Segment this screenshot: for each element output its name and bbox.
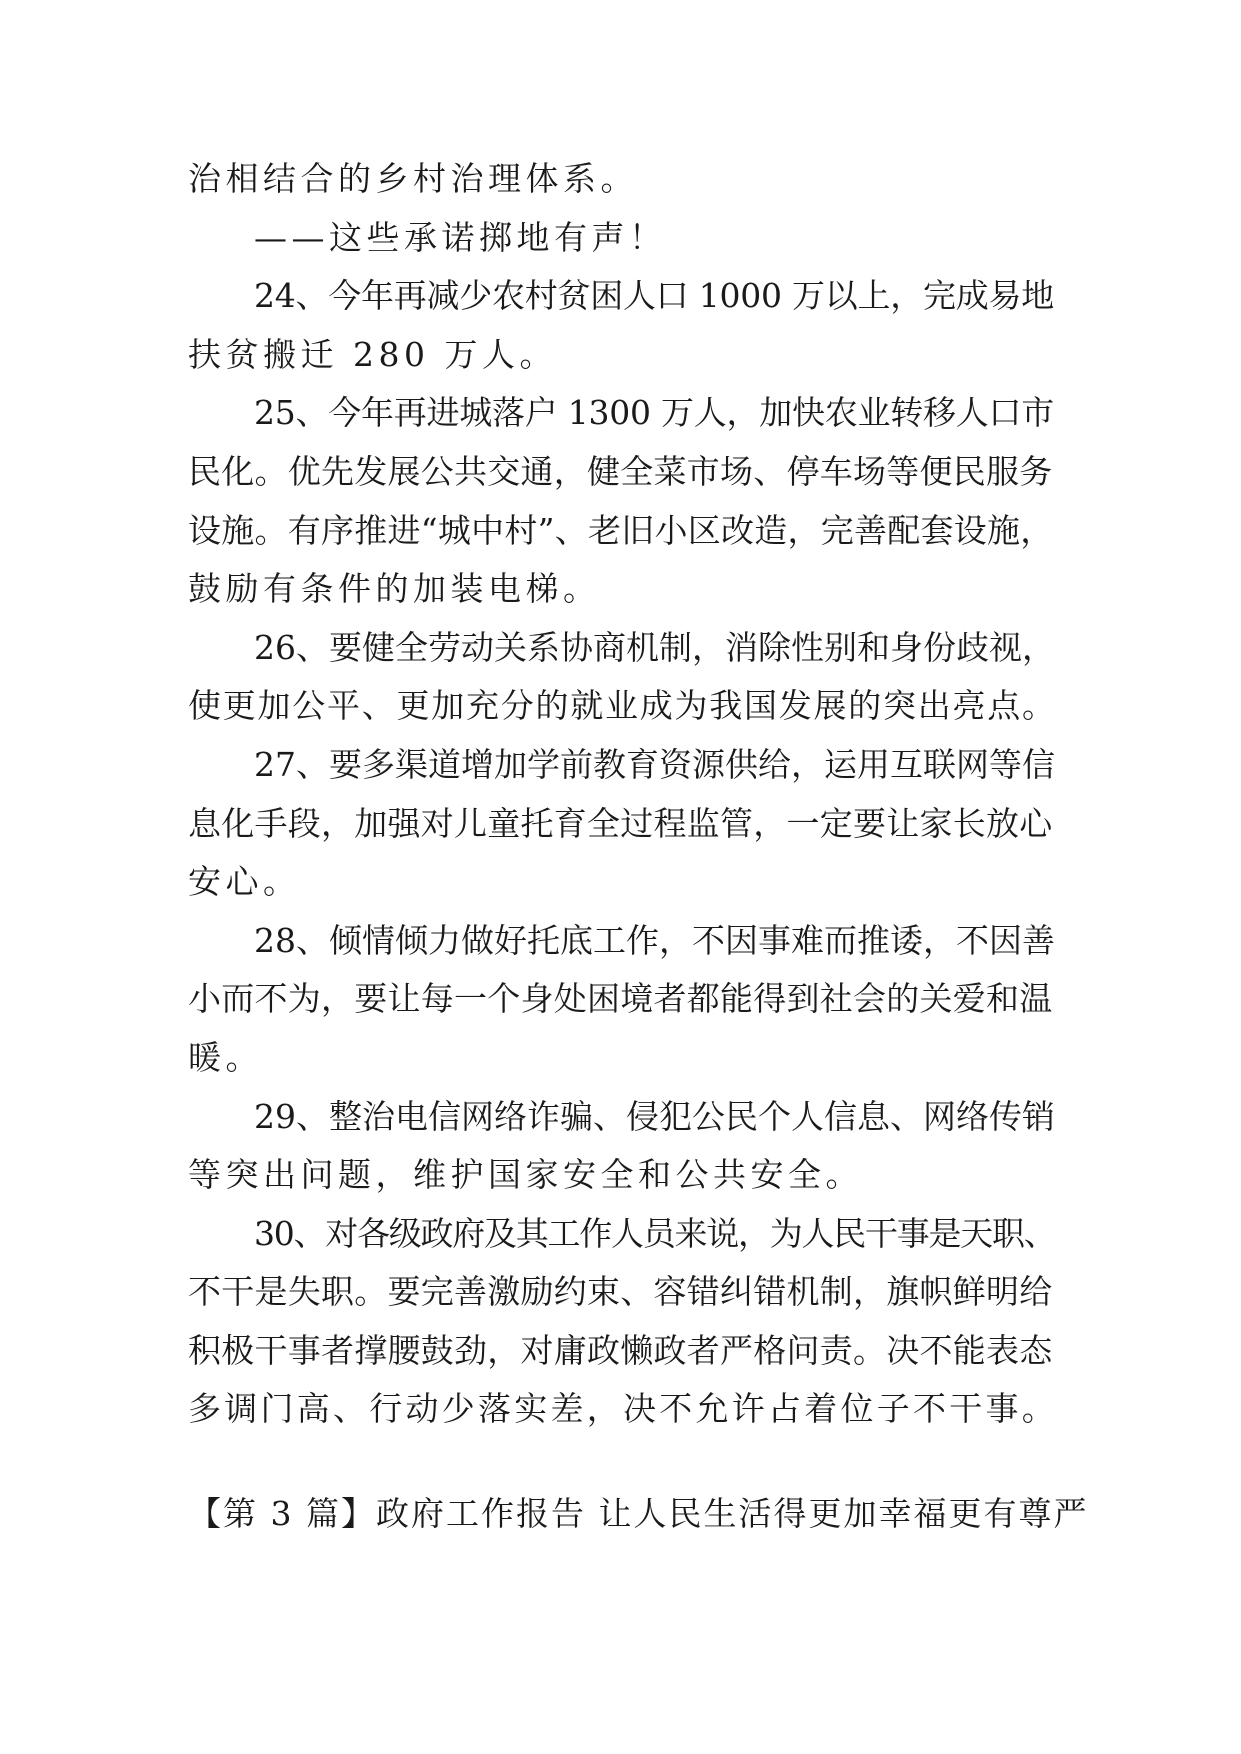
text-line: 不干是失职。要完善激励约束、容错纠错机制，旗帜鲜明给 xyxy=(188,1272,1053,1312)
text-line: 29、整治电信网络诈骗、侵犯公民个人信息、网络传销 xyxy=(254,1096,1055,1136)
text-line: 24、今年再减少农村贫困人口 1000 万以上，完成易地 xyxy=(254,276,1054,316)
text-line: 26、要健全劳动关系协商机制，消除性别和身份歧视， xyxy=(254,627,1055,667)
text-line: 民化。优先发展公共交通，健全菜市场、停车场等便民服务 xyxy=(188,451,1053,491)
text-line: 安心。 xyxy=(188,862,301,902)
text-line: 25、今年再进城落户 1300 万人，加快农业转移人口市 xyxy=(254,393,1054,433)
text-line: 等突出问题，维护国家安全和公共安全。 xyxy=(188,1155,863,1195)
text-line: 设施。有序推进“城中村”、老旧小区改造，完善配套设施， xyxy=(188,510,1054,550)
text-line: 息化手段，加强对儿童托育全过程监管，一定要让家长放心 xyxy=(188,803,1053,843)
text-line: 28、倾情倾力做好托底工作，不因事难而推诿，不因善 xyxy=(254,920,1055,960)
text-line: 使更加公平、更加充分的就业成为我国发展的突出亮点。 xyxy=(188,686,1057,726)
text-line: 30、对各级政府及其工作人员来说，为人民干事是天职、 xyxy=(254,1213,1056,1253)
text-line: 多调门高、行动少落实差，决不允许占着位子不干事。 xyxy=(188,1389,1058,1429)
text-line: 鼓励有条件的加装电梯。 xyxy=(188,569,601,609)
text-line: 积极干事者撑腰鼓劲，对庸政懒政者严格问责。决不能表态 xyxy=(188,1330,1053,1370)
text-line: 小而不为，要让每一个身处困境者都能得到社会的关爱和温 xyxy=(188,979,1053,1019)
text-line: ——这些承诺掷地有声！ xyxy=(254,217,667,257)
text-line: 扶贫搬迁 280 万人。 xyxy=(188,334,557,374)
section-heading: 【第 3 篇】政府工作报告 让人民生活得更加幸福更有尊严 xyxy=(188,1494,1089,1533)
text-line: 暖。 xyxy=(188,1037,263,1077)
text-line: 27、要多渠道增加学前教育资源供给，运用互联网等信 xyxy=(254,744,1055,784)
document-body xyxy=(188,150,1058,1439)
text-line: 治相结合的乡村治理体系。 xyxy=(188,159,638,198)
